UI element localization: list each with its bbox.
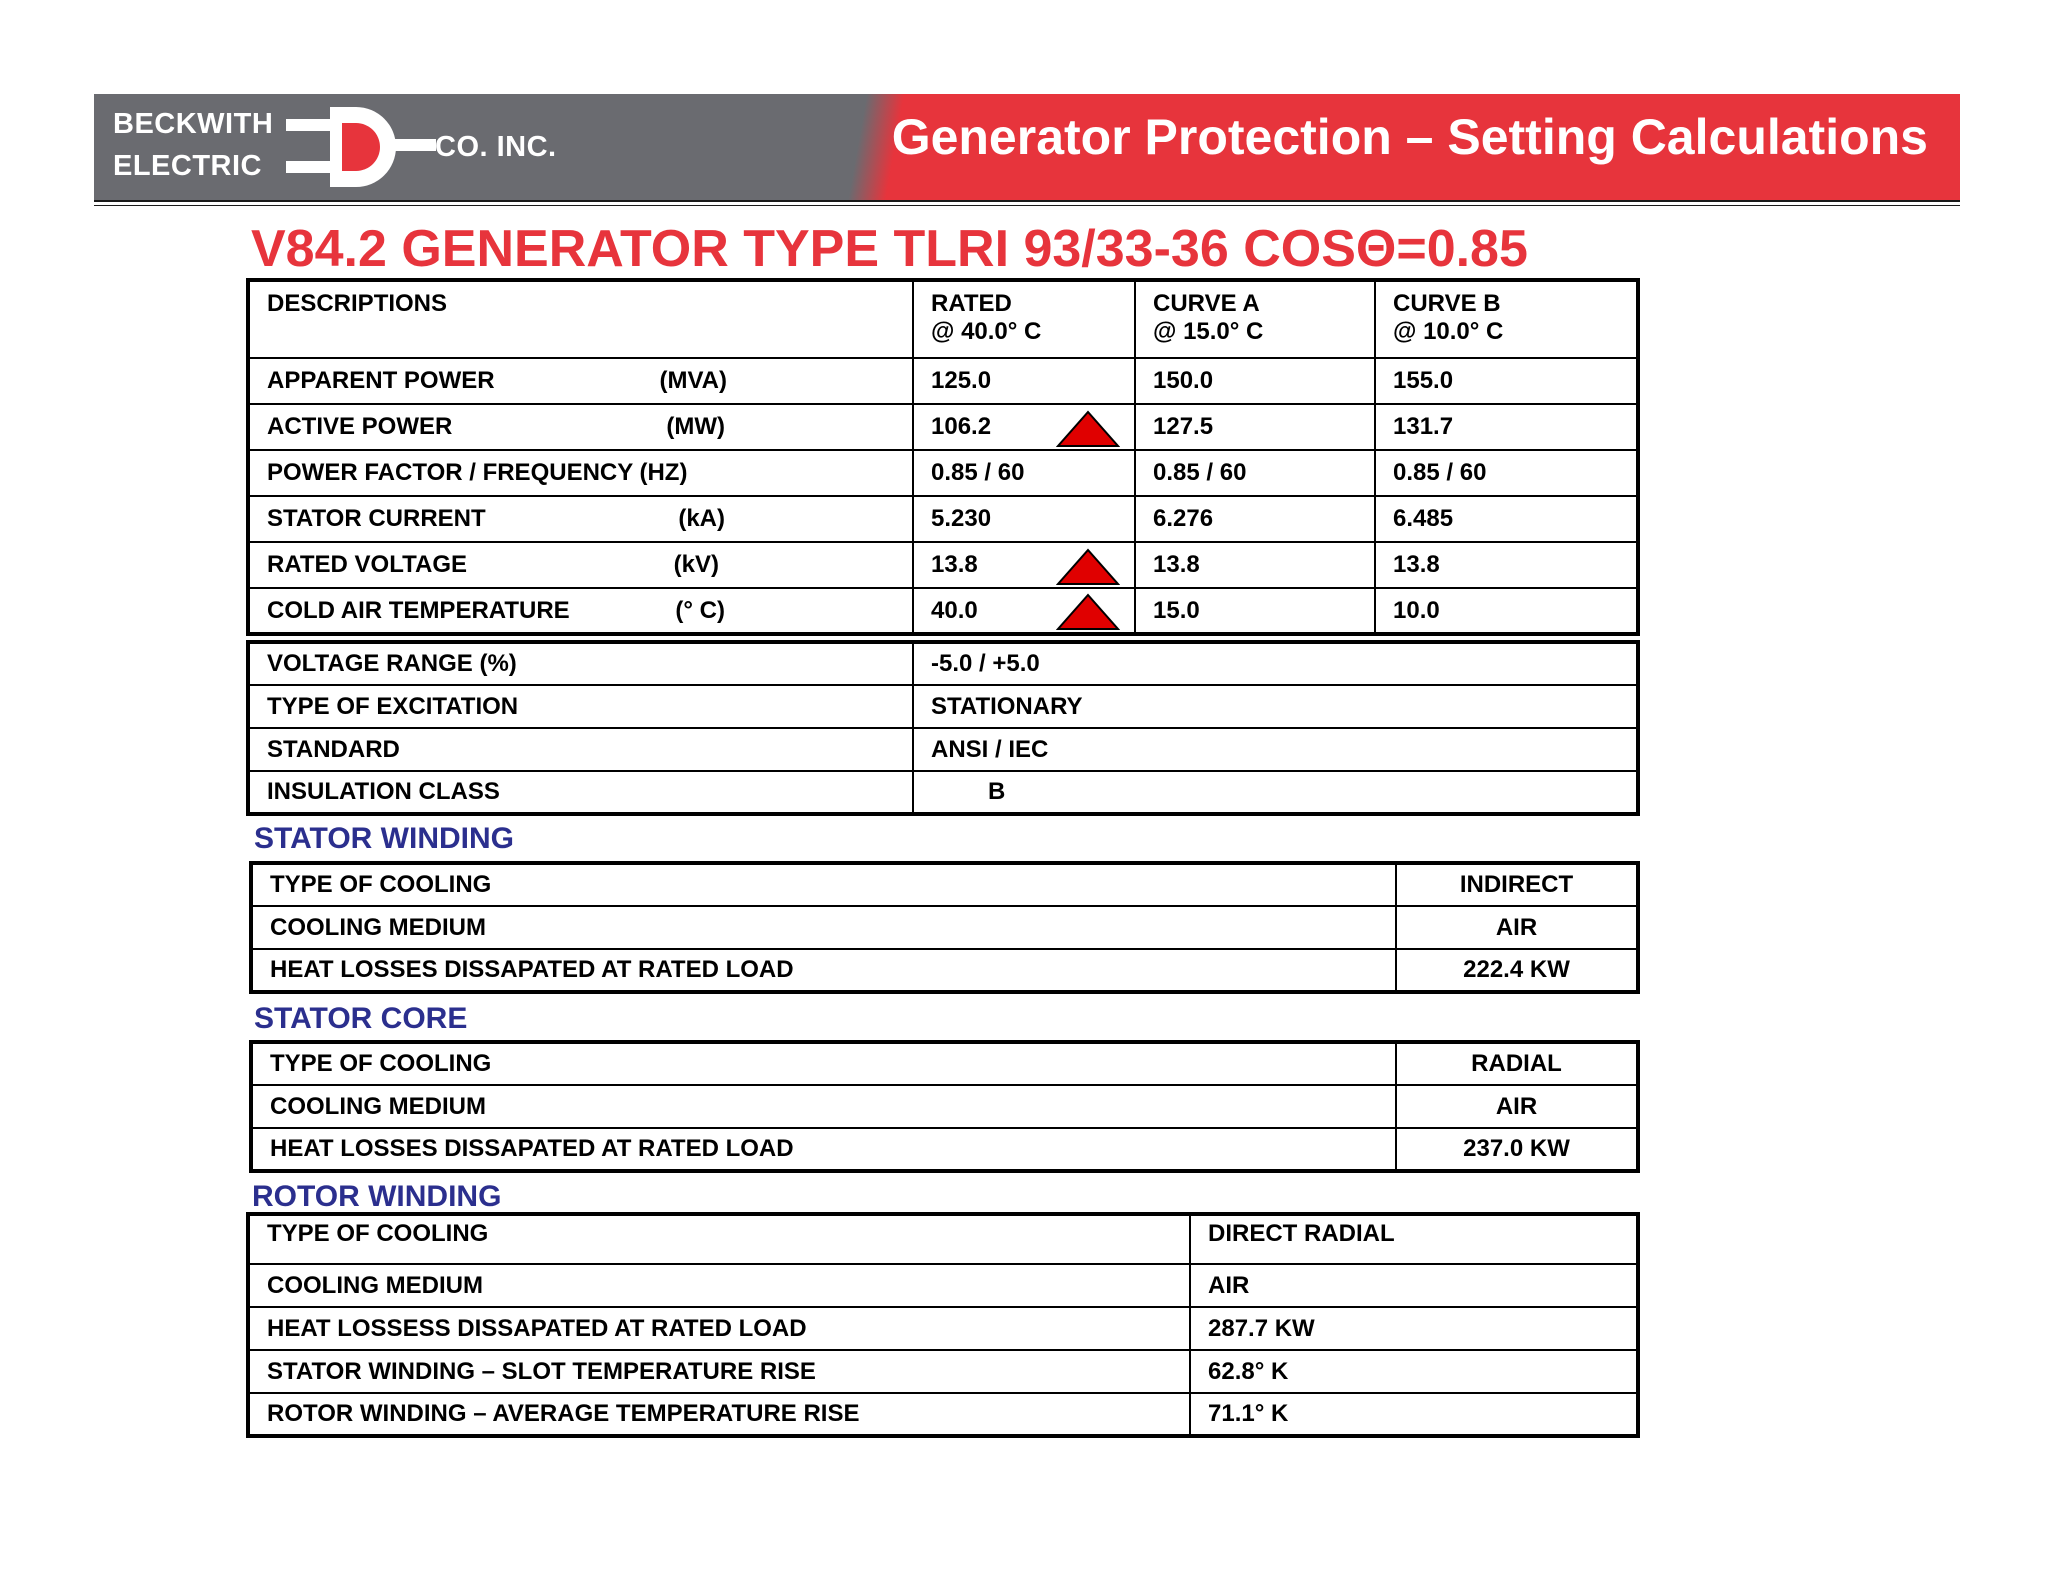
spec-label: TYPE OF COOLING [251,863,1396,906]
table-row [248,685,1638,728]
general-label: TYPE OF EXCITATION [248,685,913,728]
spec-label: STATOR WINDING – SLOT TEMPERATURE RISE [248,1350,1190,1393]
curve-a-cell: 127.5 [1135,404,1375,450]
row-unit: (MW) [666,413,725,440]
spec-value: 71.1° K [1190,1393,1638,1436]
table-row [251,906,1638,949]
table-row [251,863,1638,906]
curve-a-cell: 150.0 [1135,358,1375,404]
table-row [248,496,1638,542]
warning-triangle-icon [1056,548,1120,586]
curve-a-cell: 13.8 [1135,542,1375,588]
header-line: RATED [931,290,1012,317]
header-line: CURVE A [1153,290,1260,317]
table-row [248,1393,1638,1436]
logo-text-co-inc: CO. INC. [435,131,557,163]
curve-b-cell: 13.8 [1375,542,1638,588]
spec-value: AIR [1396,906,1638,949]
section-heading-rotor-winding: ROTOR WINDING [252,1180,502,1213]
curve-a-cell: 0.85 / 60 [1135,450,1375,496]
spec-value: 62.8° K [1190,1350,1638,1393]
general-value: ANSI / IEC [913,728,1638,771]
table-row [248,450,1638,496]
table-row [248,588,1638,634]
header-line: @ 15.0° C [1153,318,1264,345]
row-name: STATOR CURRENT [267,505,486,532]
stator-core-table [249,1040,1640,1173]
header-cell-descriptions [248,280,913,358]
page-title: V84.2 GENERATOR TYPE TLRI 93/33-36 COSΘ=0.85 [251,220,1528,278]
spec-label: HEAT LOSSESS DISSAPATED AT RATED LOAD [248,1307,1190,1350]
curve-b-cell: 6.485 [1375,496,1638,542]
table-row [248,404,1638,450]
table-row [248,542,1638,588]
spec-value: 222.4 KW [1396,949,1638,992]
rated-cell [913,588,1135,634]
header-cell-curve-a [1135,280,1375,358]
row-description [248,404,913,450]
row-name: APPARENT POWER [267,367,495,394]
table-row [248,1214,1638,1264]
rated-value: 40.0 [931,596,978,624]
row-unit: (kA) [678,505,725,532]
rated-cell [913,404,1135,450]
table-row [251,949,1638,992]
rated-value: 13.8 [931,551,978,578]
table-row [248,1264,1638,1307]
spec-label: COOLING MEDIUM [248,1264,1190,1307]
row-description [248,450,913,496]
spec-label: TYPE OF COOLING [251,1042,1396,1085]
spec-label: TYPE OF COOLING [248,1214,1190,1264]
row-description [248,588,913,634]
row-description [248,358,913,404]
rated-value: 106.2 [931,413,992,440]
section-heading-stator-winding: STATOR WINDING [254,822,514,855]
spec-value: 237.0 KW [1396,1128,1638,1171]
header-cell-rated [913,280,1135,358]
logo-d-icon [286,101,436,193]
spec-label: HEAT LOSSES DISSAPATED AT RATED LOAD [251,1128,1396,1171]
general-label: VOLTAGE RANGE (%) [248,642,913,685]
header-line: CURVE B [1393,290,1501,317]
rotor-winding-table [246,1212,1640,1438]
row-description [248,496,913,542]
warning-triangle-icon [1056,593,1120,631]
spec-label: COOLING MEDIUM [251,906,1396,949]
rated-cell [913,542,1135,588]
curve-b-cell: 131.7 [1375,404,1638,450]
logo-text-beckwith: BECKWITH [113,108,274,140]
spec-value: AIR [1396,1085,1638,1128]
table-row [251,1042,1638,1085]
row-description [248,542,913,588]
general-value: -5.0 / +5.0 [913,642,1638,685]
rated-cell: 5.230 [913,496,1135,542]
stator-winding-table [249,861,1640,994]
header-rule-thin [94,205,1960,206]
general-table [246,640,1640,816]
warning-triangle-icon [1056,410,1120,448]
table-row [248,1350,1638,1393]
table-row [248,1307,1638,1350]
table-row [248,358,1638,404]
header-line: DESCRIPTIONS [267,290,448,317]
spec-label: ROTOR WINDING – AVERAGE TEMPERATURE RISE [248,1393,1190,1436]
curve-a-cell: 6.276 [1135,496,1375,542]
spec-value: RADIAL [1396,1042,1638,1085]
general-label: STANDARD [248,728,913,771]
logo-text-electric: ELECTRIC [113,150,262,182]
table-row [251,1085,1638,1128]
row-name: RATED VOLTAGE [267,551,467,578]
row-name: COLD AIR TEMPERATURE [267,596,570,624]
header-line: @ 40.0° C [931,318,1042,345]
spec-label: COOLING MEDIUM [251,1085,1396,1128]
table-row [248,728,1638,771]
spec-value: INDIRECT [1396,863,1638,906]
banner-title: Generator Protection – Setting Calculations [891,109,1928,165]
spec-label: HEAT LOSSES DISSAPATED AT RATED LOAD [251,949,1396,992]
spec-value: DIRECT RADIAL [1190,1214,1638,1264]
row-unit: (° C) [675,596,725,624]
general-label: INSULATION CLASS [248,771,913,814]
curve-b-cell: 0.85 / 60 [1375,450,1638,496]
rated-cell: 125.0 [913,358,1135,404]
row-unit: (kV) [673,551,719,578]
header-line: @ 10.0° C [1393,318,1504,345]
spec-value: AIR [1190,1264,1638,1307]
table-row [251,1128,1638,1171]
row-name: POWER FACTOR / FREQUENCY (HZ) [267,459,688,486]
table-row [248,642,1638,685]
header-cell-curve-b [1375,280,1638,358]
table-header-row [248,280,1638,358]
general-value: STATIONARY [913,685,1638,728]
section-heading-stator-core: STATOR CORE [254,1002,468,1035]
row-unit: (MVA) [659,367,727,394]
ratings-table [246,278,1640,636]
curve-b-cell: 155.0 [1375,358,1638,404]
header-rule [94,200,1960,202]
curve-b-cell: 10.0 [1375,588,1638,634]
general-value: B [913,771,1638,814]
table-row [248,771,1638,814]
row-name: ACTIVE POWER [267,413,453,440]
curve-a-cell: 15.0 [1135,588,1375,634]
rated-cell: 0.85 / 60 [913,450,1135,496]
spec-value: 287.7 KW [1190,1307,1638,1350]
